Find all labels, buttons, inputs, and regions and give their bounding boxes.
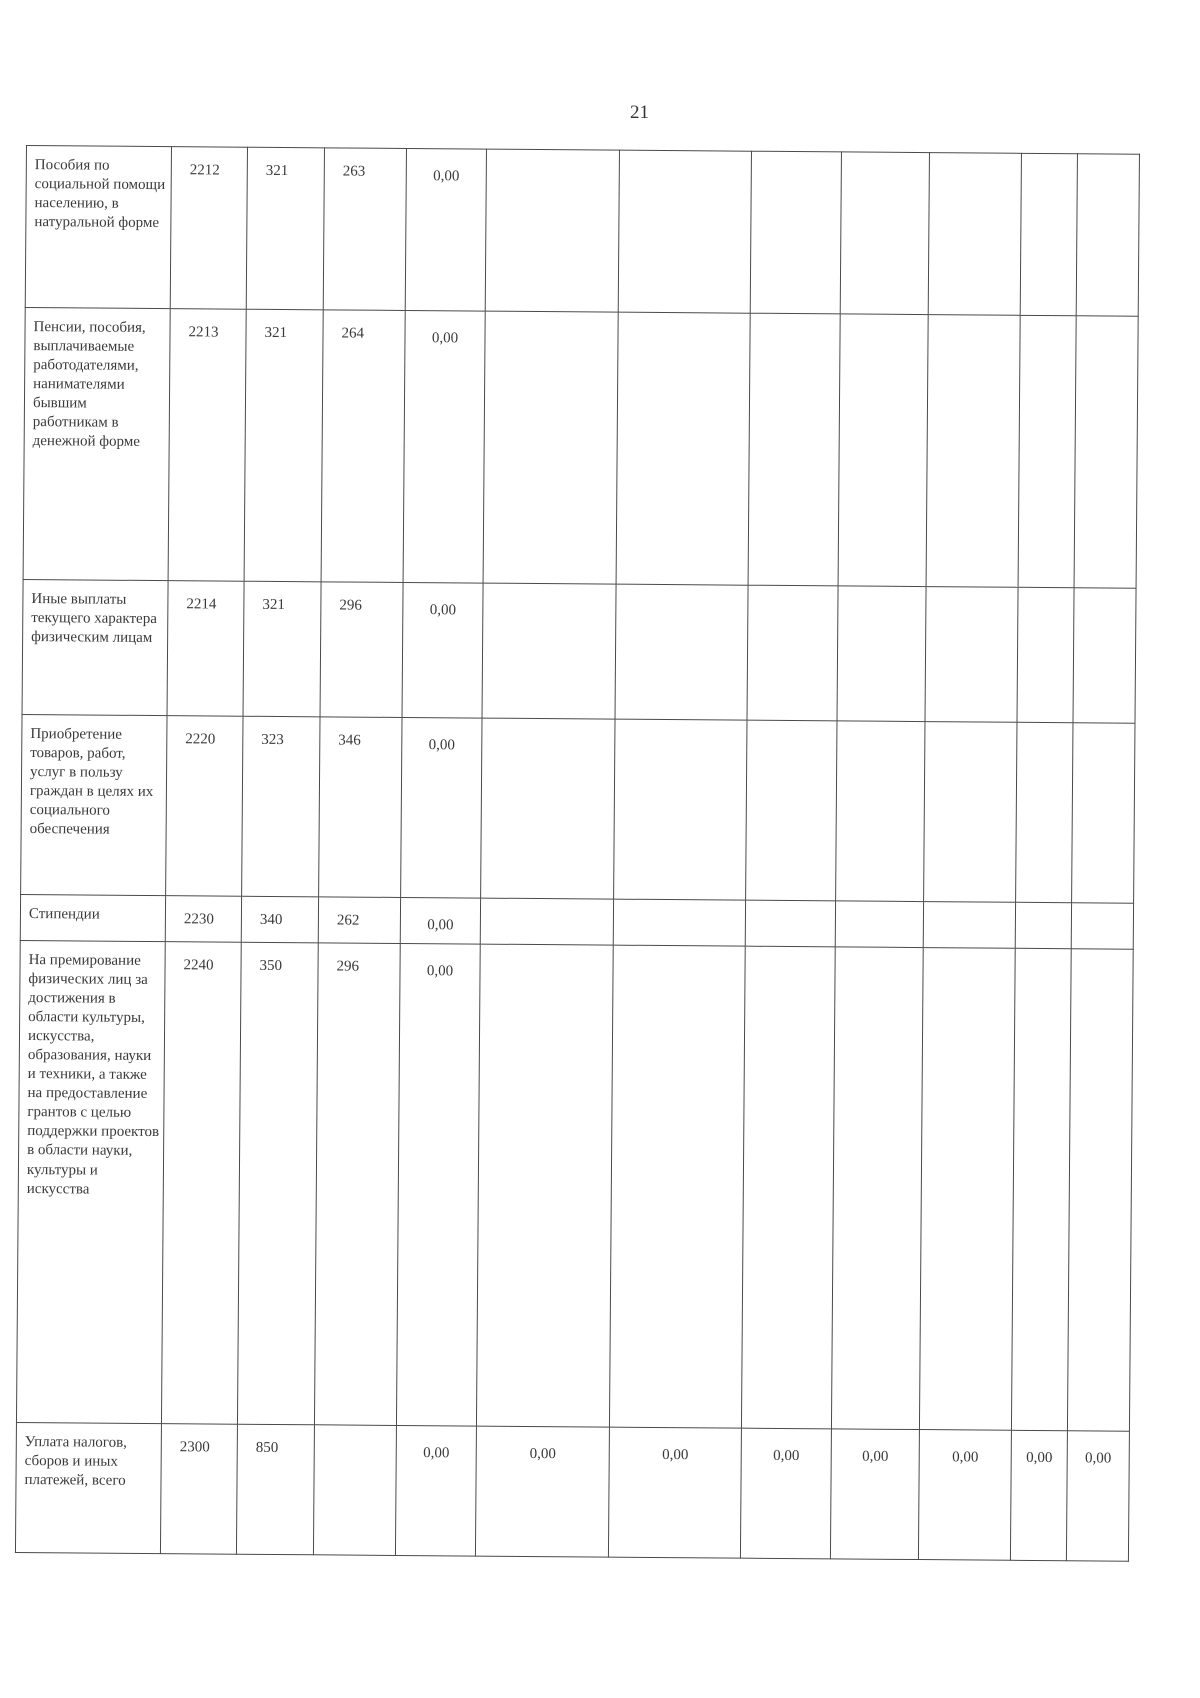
code-cell: 2240 bbox=[161, 942, 241, 1425]
value-cell: 0,00 bbox=[475, 1426, 609, 1557]
value-cell bbox=[614, 719, 747, 900]
value-cell bbox=[837, 586, 926, 722]
value-cell bbox=[926, 315, 1020, 588]
value-cell: 0,00 bbox=[608, 1427, 741, 1558]
table-row bbox=[25, 146, 1139, 317]
kosgu-cell bbox=[313, 1425, 396, 1556]
value-cell bbox=[476, 944, 613, 1427]
code-cell: 2300 bbox=[160, 1424, 237, 1555]
kvr-cell: 321 bbox=[244, 309, 323, 582]
value-cell: 0,00 bbox=[1010, 1430, 1067, 1560]
value-cell bbox=[1018, 315, 1076, 587]
table-row bbox=[23, 307, 1138, 588]
code-cell: 2230 bbox=[165, 896, 241, 943]
row-name-cell: Стипендии bbox=[20, 894, 165, 941]
value-cell bbox=[836, 721, 925, 902]
value-cell: 0,00 bbox=[395, 1425, 476, 1556]
kvr-cell: 323 bbox=[242, 716, 320, 897]
value-cell bbox=[831, 947, 923, 1430]
value-cell bbox=[1071, 903, 1133, 949]
value-cell bbox=[1011, 948, 1071, 1430]
value-cell: 0,00 bbox=[1066, 1431, 1129, 1561]
value-cell bbox=[1016, 722, 1073, 902]
code-cell: 2213 bbox=[168, 309, 246, 582]
value-cell bbox=[1076, 154, 1139, 316]
kosgu-cell: 296 bbox=[314, 943, 400, 1426]
value-cell bbox=[609, 945, 745, 1428]
table-row bbox=[15, 1422, 1129, 1561]
value-cell bbox=[919, 948, 1015, 1431]
value-cell bbox=[925, 587, 1018, 723]
row-name-cell: Уплата налогов, сборов и иных платежей, всего bbox=[15, 1422, 161, 1553]
kvr-cell: 321 bbox=[246, 147, 324, 310]
value-cell bbox=[616, 312, 750, 585]
kosgu-cell: 296 bbox=[320, 582, 403, 718]
row-name-cell: Приобретение товаров, работ, услуг в пользу граждан в целях их социального обеспечения bbox=[21, 714, 167, 895]
value-cell bbox=[741, 946, 835, 1429]
value-cell bbox=[1017, 587, 1074, 722]
value-cell bbox=[1072, 723, 1135, 903]
budget-table bbox=[15, 145, 1140, 1562]
value-cell: 0,00 bbox=[830, 1429, 919, 1560]
value-cell bbox=[483, 311, 618, 584]
value-cell bbox=[840, 152, 929, 315]
value-cell bbox=[838, 314, 928, 587]
value-cell bbox=[750, 151, 841, 314]
row-name-cell: На премирование физических лиц за достижения в области культуры, искусства, образования, науки и техники, а также на предоставление грантов с целью поддержки проектов в области науки, культуры и искусства bbox=[16, 940, 165, 1423]
value-cell bbox=[618, 150, 751, 313]
value-cell bbox=[615, 584, 748, 720]
page-number: 21 bbox=[630, 102, 649, 123]
row-name-cell: Пенсии, пособия, выплачиваемые работодателями, нанимателями бывшим работникам в денежной форме bbox=[23, 307, 170, 580]
value-cell: 0,00 bbox=[401, 717, 482, 898]
kosgu-cell: 346 bbox=[319, 717, 402, 898]
kvr-cell: 321 bbox=[243, 581, 321, 717]
kvr-cell: 850 bbox=[236, 1424, 314, 1555]
value-cell: 0,00 bbox=[405, 148, 486, 311]
value-cell bbox=[485, 149, 619, 312]
value-cell bbox=[1074, 316, 1138, 588]
table-row bbox=[21, 714, 1135, 903]
value-cell: 0,00 bbox=[918, 1430, 1011, 1561]
kosgu-cell: 262 bbox=[318, 897, 400, 944]
value-cell: 0,00 bbox=[402, 582, 483, 718]
code-cell: 2212 bbox=[170, 147, 247, 310]
value-cell bbox=[1015, 902, 1071, 948]
kvr-cell: 350 bbox=[237, 942, 318, 1425]
value-cell: 0,00 bbox=[396, 943, 480, 1426]
value-cell bbox=[928, 153, 1021, 316]
code-cell: 2214 bbox=[167, 581, 244, 717]
value-cell bbox=[613, 899, 745, 946]
kosgu-cell: 263 bbox=[323, 148, 406, 311]
value-cell: 0,00 bbox=[740, 1428, 831, 1559]
code-cell: 2220 bbox=[166, 716, 243, 897]
value-cell bbox=[747, 585, 838, 721]
value-cell: 0,00 bbox=[400, 897, 480, 944]
row-name-cell: Иные выплаты текущего характера физическим лицам bbox=[22, 579, 168, 715]
table-row bbox=[22, 579, 1136, 723]
value-cell bbox=[924, 722, 1017, 903]
value-cell bbox=[480, 898, 613, 945]
value-cell bbox=[1073, 588, 1136, 723]
value-cell bbox=[748, 313, 840, 586]
value-cell: 0,00 bbox=[403, 310, 485, 583]
value-cell bbox=[745, 900, 835, 947]
value-cell bbox=[923, 902, 1015, 949]
table-row bbox=[16, 940, 1133, 1431]
kvr-cell: 340 bbox=[241, 896, 318, 943]
value-cell bbox=[481, 718, 615, 899]
value-cell bbox=[482, 583, 616, 719]
value-cell bbox=[1067, 949, 1133, 1431]
row-name-cell: Пособия по социальной помощи населению, в натуральной форме bbox=[25, 146, 171, 309]
kosgu-cell: 264 bbox=[321, 310, 405, 583]
value-cell bbox=[835, 901, 923, 948]
value-cell bbox=[1020, 153, 1077, 315]
value-cell bbox=[746, 720, 837, 901]
